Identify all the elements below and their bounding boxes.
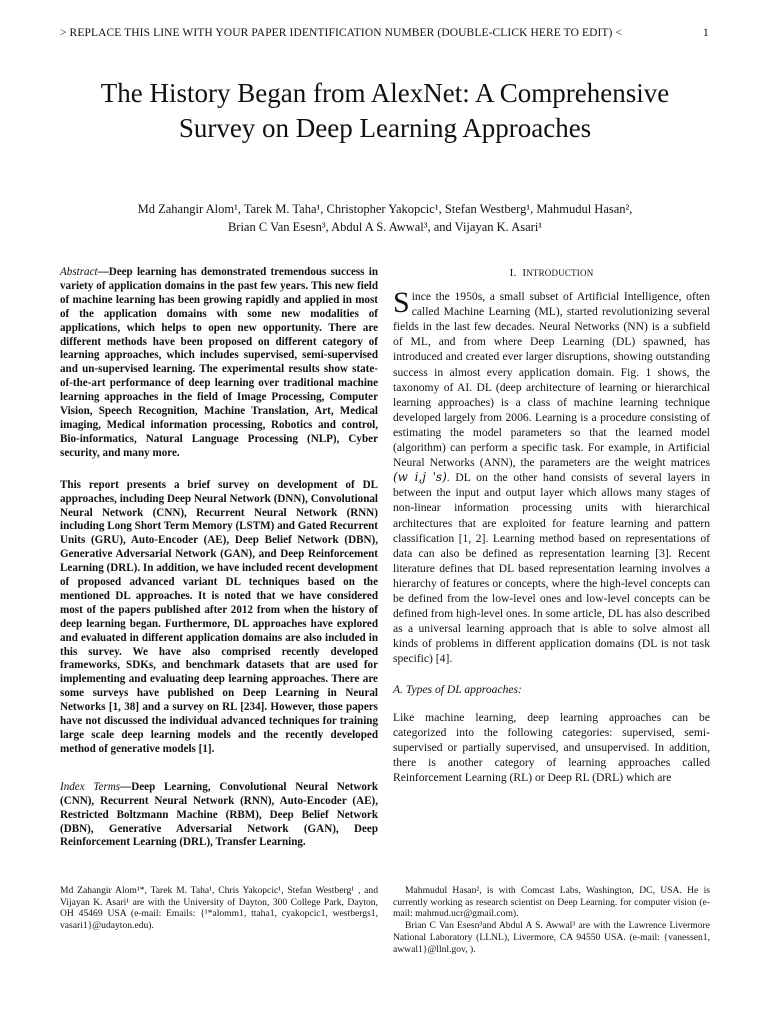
section-title-first: I (522, 267, 527, 279)
footnote-right (393, 885, 710, 955)
intro-paragraph-1 (393, 286, 711, 666)
intro-text-b: . DL on the other hand consists of several layers in between the input and output layer which allows many stages of non-linear information processing units with hierarchical architectures that are exploited for feature learning and pattern classification [1, 2]. Learning method based on representations of data can also be defined as representation learning [3]. Recent literature defines that DL based representation learning involves a hierarchy of features or concepts, where the high-level concepts can be defined from the low-level ones and low-level concepts can be defined from high-level ones. In some article, DL has also described as a universal learning approach that is able to solve almost all kinds of problems in different application domains (DL is not task specific) [4]. (393, 471, 711, 666)
index-terms-dash: — (120, 780, 132, 793)
right-column (393, 266, 710, 785)
abstract-paragraph-2: This report presents a brief survey on development of DL approaches, including Deep Neural Network (DNN), Convolutional Neural Network (CNN), Recurrent Neural Network (RNN) including Long Short Term Memory (LSTM) and Gated Recurrent Units (GRU), Auto-Encoder (AE), Deep Belief Network (DBN), Generative Adversarial Network (GAN), and Deep Reinforcement Learning (DRL). In addition, we have included recent development of proposed advanced variant DL techniques based on the mentioned DL approaches. It is noted that we have considered most of the papers published after 2012 from when the history of deep learning began. Furthermore, DL approaches have explored and evaluated in different application domains are also included in this survey. We have also comprised recently developed frameworks, SDKs, and benchmark datasets that are used for implementing and evaluating deep learning approaches. There are some surveys have published on Deep Learning in Neural Networks [1, 38] and a survey on RL [234]. However, those papers have not discussed the individual advanced techniques for training large scale deep learning models and the recently developed method of generative models [1]. (60, 478, 378, 755)
abstract-label: Abstract (60, 266, 98, 278)
author-line-1: Md Zahangir Alom¹, Tarek M. Taha¹, Christopher Yakopcic¹, Stefan Westberg¹, Mahmudul Hasan², (137, 202, 633, 216)
index-terms-label: Index Terms (60, 780, 121, 793)
abstract-paragraph-1 (60, 266, 378, 461)
section-heading-introduction (393, 266, 710, 281)
left-column (60, 266, 378, 868)
footnote-affiliation-llnl: Brian C Van Esesn³and Abdul A S. Awwal³ are with the Lawrence Livermore National Laboratory (LLNL), Livermore, CA 94550 USA. (e-mail: {vanessen1, awwal1}@llnl.gov, ). (393, 920, 710, 955)
drop-cap: S (393, 286, 410, 320)
subsection-heading-types: A. Types of DL approaches: (393, 683, 522, 697)
section-title-rest: NTRODUCTION (526, 268, 594, 278)
footnote-affiliation-comcast: Mahmudul Hasan², is with Comcast Labs, Washington, DC, USA. He is currently working as research scientist on Deep Learning. for computer vision (e-mail: mahmud.ucr@gmail.com). (393, 885, 710, 920)
running-head: > REPLACE THIS LINE WITH YOUR PAPER IDENTIFICATION NUMBER (DOUBLE-CLICK HERE TO EDIT) < (60, 27, 623, 39)
index-terms-text: Deep Learning, Convolutional Neural Network (CNN), Recurrent Neural Network (RNN), Auto-Encoder (AE), Restricted Boltzmann Machine (RBM), Deep Belief Network (DBN), Generative Adversarial Network (GAN), Deep Reinforcement Learning (DRL), Transfer Learning. (60, 780, 378, 849)
index-terms (60, 781, 378, 851)
intro-paragraph-2: Like machine learning, deep learning approaches can be categorized into the following categories: supervised, semi-supervised or partially supervised, and unsupervised. In addition, there is another category of learning approaches called Reinforcement Learning (RL) or Deep RL (DRL) which are (393, 710, 710, 784)
author-line-2: Brian C Van Esesn³, Abdul A S. Awwal³, and Vijayan K. Asari¹ (227, 220, 543, 234)
intro-text-a: ince the 1950s, a small subset of Artificial Intelligence, often called Machine Learning (ML), started revolutionizing several fields in the last few decades. Neural Networks (NN) is a subfield of ML, and from where Deep Learning (DL) spawned, has introduced and created ever larger disruptions, showing outstanding success in almost every application domain. Fig. 1 shows, the taxonomy of AI. DL (deep architecture of learning or hierarchical learning approaches) is a class of machine learning technique developed largely from 2006. Learning is a procedure consisting of estimating the model parameters so that the learned model (algorithm) can perform a specific task. For example, in Artificial Neural Networks (ANN), the parameters are the weight matrices (393, 290, 710, 470)
section-number: I. (509, 267, 517, 279)
abstract-dash: — (97, 266, 109, 278)
abstract-text-1: Deep learning has demonstrated tremendous success in variety of application domains in the past few years. This new field of machine learning has been growing rapidly and applied in most of the application domains with some new modalities of applications, which helps to open new opportunity. There are different methods have been proposed on different category of learning approaches, which includes supervised, semi-supervised and un-supervised learning. The experimental results show state-of-the-art performance of deep learning over traditional machine learning approaches in the field of Image Processing, Computer Vision, Speech Recognition, Machine Translation, Art, Medical imaging, Medical information processing, Robotics and control, Bio-informatics, Natural Language Processing (NLP), Cyber security, and many more. (60, 266, 378, 459)
page-number: 1 (703, 27, 709, 39)
footnote-left (60, 885, 378, 932)
footnote-affiliation-dayton: Md Zahangir Alom¹*, Tarek M. Taha¹, Chris Yakopcic¹, Stefan Westberg¹ , and Vijayan K. Asari¹ are with the University of Dayton, 300 College Park, Dayton, OH 45469 USA (e-mail: Emails: {¹*alomm1, ttaha1, cyakopcic1, westbergs1, vasari1}@udayton.edu). (60, 885, 378, 932)
weight-matrices-math: (w i,j 's) (393, 470, 447, 485)
paper-title: The History Began from AlexNet: A Comprehensive Survey on Deep Learning Approaches (100, 78, 670, 143)
author-list (60, 200, 710, 236)
